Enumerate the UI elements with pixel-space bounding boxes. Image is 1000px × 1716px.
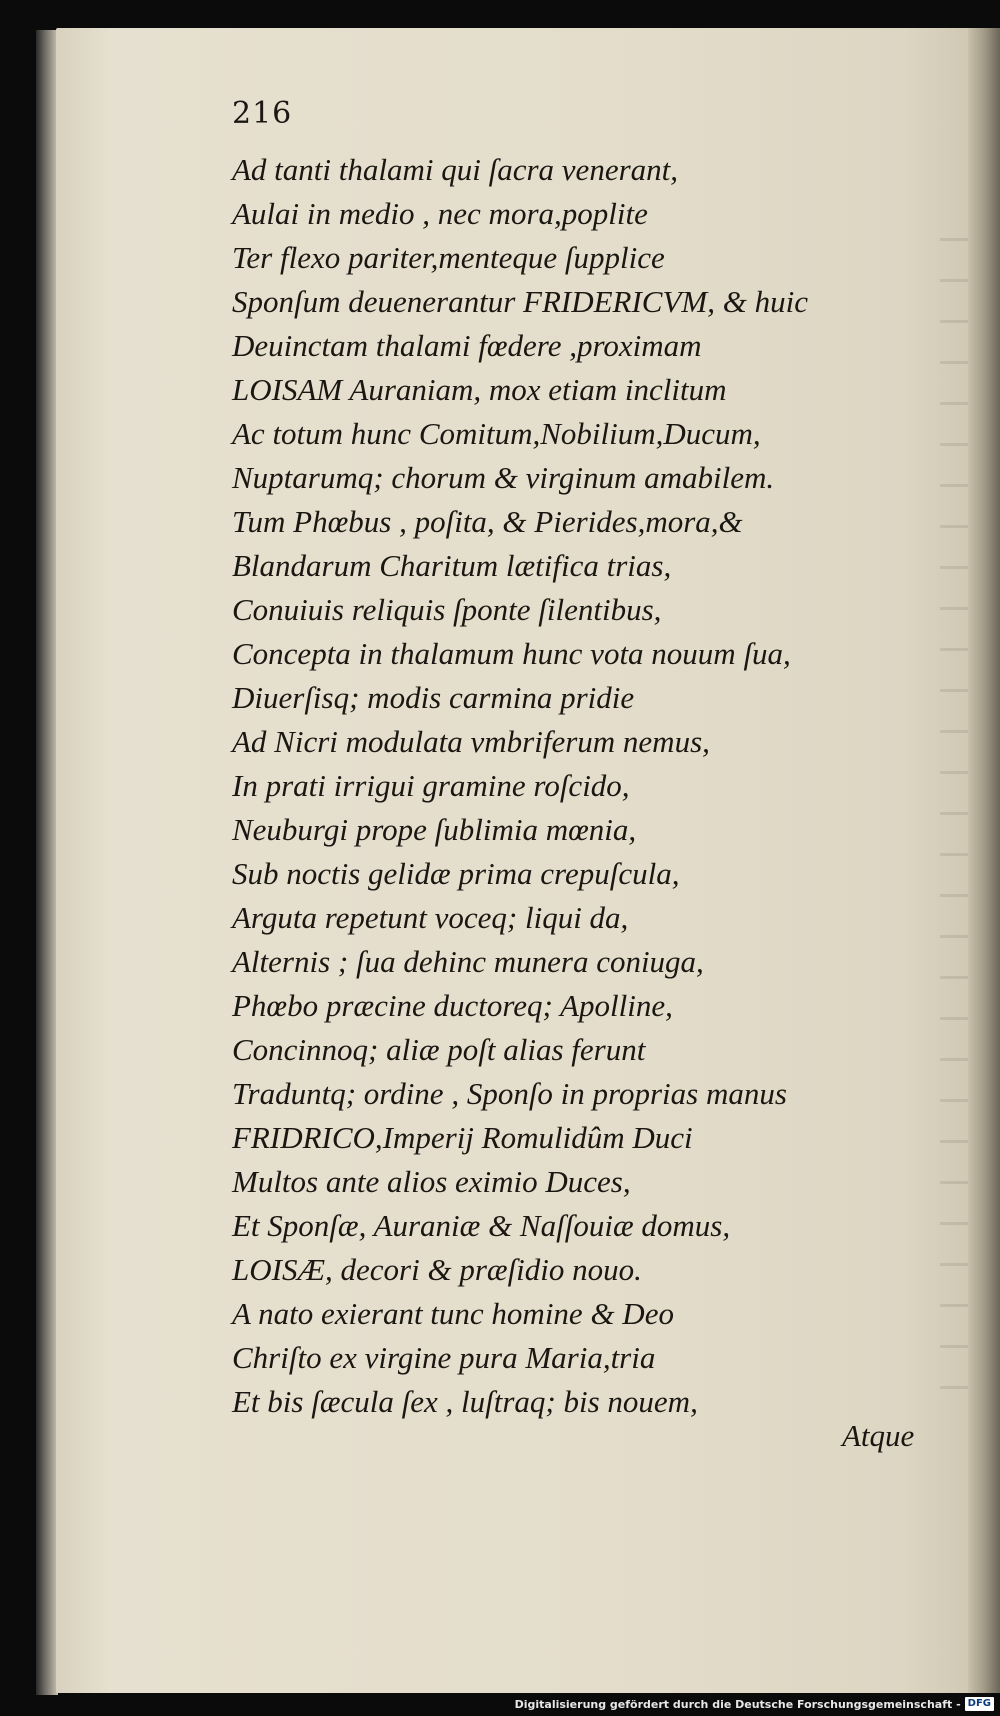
verse-line: LOISAM Auraniam, mox etiam inclitum <box>232 372 727 407</box>
verse-line: Concepta in thalamum hunc vota nouum ſua, <box>232 636 791 671</box>
verse-line: Diuerſisq; modis carmina pridie <box>232 680 635 715</box>
verse-line: Blandarum Charitum lætifica trias, <box>232 548 672 583</box>
verse-line: Neuburgi prope ſublimia mœnia, <box>232 812 637 847</box>
page-number: 216 <box>232 96 293 131</box>
verse-line: Aulai in medio , nec mora,poplite <box>232 196 648 231</box>
verse-line: Conuiuis reliquis ſponte ſilentibus, <box>232 592 662 627</box>
dfg-logo-icon: DFG <box>965 1697 994 1711</box>
verse-line: Nuptarumq; chorum & virginum amabilem. <box>232 460 775 495</box>
verse-line: Multos ante alios eximio Duces, <box>232 1164 631 1199</box>
verse-line: Ad Nicri modulata vmbriferum nemus, <box>232 724 710 759</box>
verse-line: Et Sponſæ, Auraniæ & Naſſouiæ domus, <box>232 1208 731 1243</box>
verse-line: Et bis ſæcula ſex , luſtraq; bis nouem, <box>232 1384 698 1419</box>
digitization-credit <box>515 1694 994 1714</box>
catchword: Atque <box>842 1418 915 1453</box>
page-edge <box>968 28 1000 1693</box>
verse-line: Ter flexo pariter,menteque ſupplice <box>232 240 665 275</box>
credit-text: Digitalisierung gefördert durch die Deutsche Forschungsgemeinschaft - <box>514 1697 961 1711</box>
verse-line: Tum Phœbus , poſita, & Pierides,mora,& <box>232 504 743 539</box>
verse-line: Sponſum deuenerantur FRIDERICVM, & huic <box>232 284 808 319</box>
verse-line: A nato exierant tunc homine & Deo <box>232 1296 674 1331</box>
verse-line: In prati irrigui gramine roſcido, <box>232 768 630 803</box>
verse-line: Sub noctis gelidæ prima crepuſcula, <box>232 856 680 891</box>
verse-line: Chriſto ex virgine pura Maria,tria <box>232 1340 656 1375</box>
verse-line: Phœbo præcine ductoreq; Apolline, <box>232 988 673 1023</box>
verse-lines <box>232 148 808 1424</box>
verse-line: LOISÆ, decori & præſidio nouo. <box>232 1252 642 1287</box>
verse-line: Traduntq; ordine , Sponſo in proprias manus <box>232 1076 787 1111</box>
page-gutter-shadow <box>36 30 58 1695</box>
verse-line: Ad tanti thalami qui ſacra venerant, <box>232 152 679 187</box>
verse-line: Concinnoq; aliæ poſt alias ferunt <box>232 1032 646 1067</box>
verse-line: Deuinctam thalami fœdere ,proximam <box>232 328 702 363</box>
verse-line: Ac totum hunc Comitum,Nobilium,Ducum, <box>232 416 761 451</box>
verse-line: FRIDRICO,Imperij Romulidûm Duci <box>232 1120 693 1155</box>
verse-line: Arguta repetunt voceq; liqui da, <box>232 900 629 935</box>
verse-line: Alternis ; ſua dehinc munera coniuga, <box>232 944 704 979</box>
